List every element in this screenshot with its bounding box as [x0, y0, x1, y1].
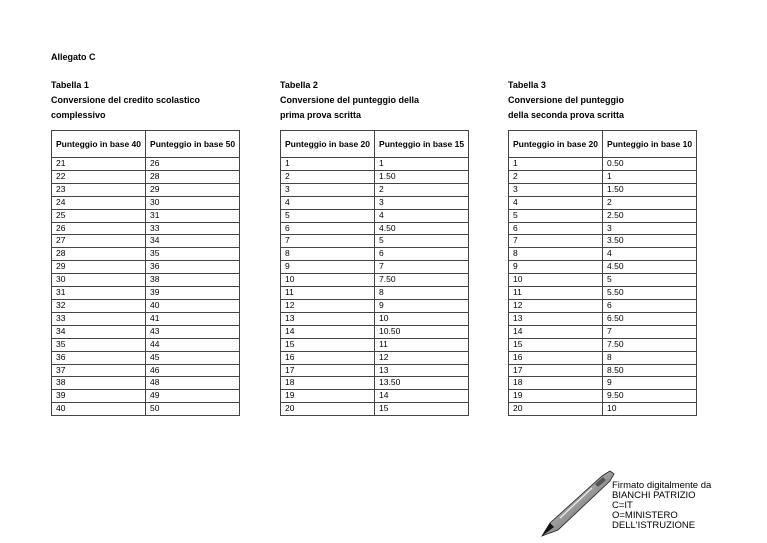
table-cell: 8: [375, 287, 469, 300]
table-cell: 4.50: [603, 261, 697, 274]
table-cell: 14: [281, 325, 375, 338]
table-row: [281, 183, 469, 196]
table-row: [509, 183, 697, 196]
column-header: Punteggio in base 10: [603, 131, 697, 158]
table-cell: 6: [603, 299, 697, 312]
table-cell: 8.50: [603, 364, 697, 377]
column-header: Punteggio in base 15: [375, 131, 469, 158]
table-row: [281, 325, 469, 338]
table-cell: 4.50: [375, 222, 469, 235]
table-row: [509, 274, 697, 287]
table-row: [509, 158, 697, 171]
table-row: [281, 222, 469, 235]
table-cell: 1.50: [375, 170, 469, 183]
table-cell: 5: [375, 235, 469, 248]
table-row: [52, 287, 240, 300]
table-block-2: [280, 78, 465, 414]
table-cell: 16: [281, 351, 375, 364]
table-row: [281, 196, 469, 209]
table-cell: 1.50: [603, 183, 697, 196]
table-cell: 29: [146, 183, 240, 196]
signature-line: DELL'ISTRUZIONE: [612, 520, 696, 531]
table-title: Tabella 1: [51, 80, 89, 90]
table-cell: 13: [375, 364, 469, 377]
table-block-1: [51, 78, 236, 414]
table-cell: 1: [509, 158, 603, 171]
table-cell: 8: [603, 351, 697, 364]
signature-line: C=IT: [612, 500, 633, 511]
table-row: [52, 325, 240, 338]
table-cell: 37: [52, 364, 146, 377]
table-cell: 1: [603, 170, 697, 183]
table-cell: 38: [52, 377, 146, 390]
table-row: [281, 377, 469, 390]
table-cell: 6.50: [603, 312, 697, 325]
table-row: [509, 299, 697, 312]
table-cell: 35: [146, 248, 240, 261]
table-cell: 18: [281, 377, 375, 390]
table-cell: 9: [509, 261, 603, 274]
table-cell: 44: [146, 338, 240, 351]
table-row: [52, 248, 240, 261]
table-cell: 0.50: [603, 158, 697, 171]
table-cell: 2.50: [603, 209, 697, 222]
table-cell: 17: [509, 364, 603, 377]
table-row: [52, 196, 240, 209]
table-cell: 4: [375, 209, 469, 222]
table-row: [52, 158, 240, 171]
table-row: [281, 261, 469, 274]
table-row: [281, 209, 469, 222]
table-cell: 4: [603, 248, 697, 261]
table-row: [52, 312, 240, 325]
table-row: [52, 183, 240, 196]
table-row: [509, 235, 697, 248]
table-title: Tabella 2: [280, 80, 318, 90]
table-cell: 10: [281, 274, 375, 287]
table-header-row: [52, 131, 240, 158]
table-cell: 6: [509, 222, 603, 235]
table-cell: 13: [509, 312, 603, 325]
table-cell: 45: [146, 351, 240, 364]
signature-line: BIANCHI PATRIZIO: [612, 490, 696, 501]
conversion-table: [280, 130, 469, 416]
table-cell: 31: [52, 287, 146, 300]
table-subtitle: Conversione del punteggio della prima prova scritta: [280, 95, 420, 120]
attachment-heading: Allegato C: [51, 52, 96, 62]
table-cell: 9: [603, 377, 697, 390]
table-cell: 13.50: [375, 377, 469, 390]
table-cell: 27: [52, 235, 146, 248]
table-cell: 30: [146, 196, 240, 209]
table-cell: 12: [509, 299, 603, 312]
table-cell: 12: [281, 299, 375, 312]
table-cell: 49: [146, 390, 240, 403]
table-header-row: [509, 131, 697, 158]
table-cell: 43: [146, 325, 240, 338]
table-cell: 11: [281, 287, 375, 300]
table-cell: 26: [52, 222, 146, 235]
table-cell: 24: [52, 196, 146, 209]
table-cell: 7: [375, 261, 469, 274]
table-cell: 33: [52, 312, 146, 325]
table-cell: 10: [375, 312, 469, 325]
table-row: [52, 261, 240, 274]
table-cell: 3: [281, 183, 375, 196]
table-cell: 23: [52, 183, 146, 196]
table-row: [281, 287, 469, 300]
table-cell: 13: [281, 312, 375, 325]
table-row: [281, 170, 469, 183]
table-row: [281, 158, 469, 171]
table-block-3: [508, 78, 693, 414]
table-row: [509, 403, 697, 416]
table-cell: 2: [281, 170, 375, 183]
table-cell: 18: [509, 377, 603, 390]
table-cell: 3: [509, 183, 603, 196]
table-cell: 9: [281, 261, 375, 274]
table-cell: 15: [281, 338, 375, 351]
table-cell: 10.50: [375, 325, 469, 338]
table-cell: 7.50: [375, 274, 469, 287]
table-cell: 31: [146, 209, 240, 222]
table-cell: 11: [375, 338, 469, 351]
table-cell: 6: [281, 222, 375, 235]
table-cell: 17: [281, 364, 375, 377]
table-title: Tabella 3: [508, 80, 546, 90]
conversion-table: [51, 130, 240, 416]
table-cell: 34: [52, 325, 146, 338]
table-cell: 39: [146, 287, 240, 300]
table-cell: 15: [509, 338, 603, 351]
table-row: [509, 222, 697, 235]
table-cell: 7.50: [603, 338, 697, 351]
table-row: [509, 390, 697, 403]
table-cell: 2: [603, 196, 697, 209]
table-cell: 7: [509, 235, 603, 248]
table-row: [509, 325, 697, 338]
table-subtitle: Conversione del credito scolastico complessivo: [51, 95, 201, 120]
table-cell: 9: [375, 299, 469, 312]
table-row: [281, 403, 469, 416]
table-cell: 46: [146, 364, 240, 377]
table-cell: 5: [603, 274, 697, 287]
table-cell: 40: [146, 299, 240, 312]
table-row: [509, 338, 697, 351]
table-cell: 26: [146, 158, 240, 171]
table-cell: 1: [375, 158, 469, 171]
table-cell: 34: [146, 235, 240, 248]
table-cell: 4: [281, 196, 375, 209]
table-row: [281, 338, 469, 351]
table-cell: 5.50: [603, 287, 697, 300]
table-cell: 14: [509, 325, 603, 338]
table-row: [509, 170, 697, 183]
table-cell: 36: [146, 261, 240, 274]
table-cell: 5: [281, 209, 375, 222]
table-cell: 30: [52, 274, 146, 287]
table-cell: 12: [375, 351, 469, 364]
digital-signature-text: [612, 481, 711, 531]
table-cell: 35: [52, 338, 146, 351]
table-row: [52, 377, 240, 390]
table-row: [509, 364, 697, 377]
table-cell: 10: [603, 403, 697, 416]
table-row: [52, 222, 240, 235]
table-row: [281, 312, 469, 325]
column-header: Punteggio in base 40: [52, 131, 146, 158]
table-header-row: [281, 131, 469, 158]
table-cell: 28: [52, 248, 146, 261]
table-cell: 5: [509, 209, 603, 222]
table-cell: 8: [281, 248, 375, 261]
table-cell: 7: [281, 235, 375, 248]
table-row: [281, 248, 469, 261]
table-row: [52, 364, 240, 377]
table-cell: 1: [281, 158, 375, 171]
table-cell: 6: [375, 248, 469, 261]
table-row: [509, 287, 697, 300]
table-cell: 11: [509, 287, 603, 300]
signature-line: Firmato digitalmente da: [612, 480, 712, 491]
table-cell: 14: [375, 390, 469, 403]
table-row: [52, 338, 240, 351]
table-row: [509, 196, 697, 209]
table-row: [52, 390, 240, 403]
table-cell: 20: [281, 403, 375, 416]
table-cell: 3: [375, 196, 469, 209]
table-cell: 4: [509, 196, 603, 209]
table-cell: 16: [509, 351, 603, 364]
table-row: [52, 403, 240, 416]
table-cell: 21: [52, 158, 146, 171]
table-cell: 33: [146, 222, 240, 235]
column-header: Punteggio in base 20: [509, 131, 603, 158]
column-header: Punteggio in base 20: [281, 131, 375, 158]
table-cell: 19: [509, 390, 603, 403]
table-row: [281, 390, 469, 403]
table-cell: 3.50: [603, 235, 697, 248]
table-row: [509, 312, 697, 325]
table-row: [281, 235, 469, 248]
table-cell: 7: [603, 325, 697, 338]
column-header: Punteggio in base 50: [146, 131, 240, 158]
table-cell: 41: [146, 312, 240, 325]
table-cell: 39: [52, 390, 146, 403]
table-cell: 8: [509, 248, 603, 261]
table-row: [509, 248, 697, 261]
table-row: [509, 209, 697, 222]
conversion-table: [508, 130, 697, 416]
table-row: [52, 209, 240, 222]
table-row: [509, 351, 697, 364]
table-row: [281, 364, 469, 377]
table-cell: 22: [52, 170, 146, 183]
table-cell: 32: [52, 299, 146, 312]
table-subtitle: Conversione del punteggio della seconda prova scritta: [508, 95, 625, 120]
table-row: [281, 299, 469, 312]
signature-line: O=MINISTERO: [612, 510, 678, 521]
table-cell: 40: [52, 403, 146, 416]
table-cell: 9.50: [603, 390, 697, 403]
table-cell: 15: [375, 403, 469, 416]
table-row: [509, 377, 697, 390]
table-cell: 38: [146, 274, 240, 287]
table-row: [52, 235, 240, 248]
table-cell: 20: [509, 403, 603, 416]
table-row: [281, 351, 469, 364]
table-row: [52, 299, 240, 312]
table-cell: 3: [603, 222, 697, 235]
table-cell: 50: [146, 403, 240, 416]
table-cell: 2: [375, 183, 469, 196]
table-row: [52, 351, 240, 364]
table-cell: 28: [146, 170, 240, 183]
table-row: [509, 261, 697, 274]
table-row: [52, 274, 240, 287]
table-row: [281, 274, 469, 287]
table-row: [52, 170, 240, 183]
table-cell: 2: [509, 170, 603, 183]
table-cell: 48: [146, 377, 240, 390]
table-cell: 29: [52, 261, 146, 274]
table-cell: 36: [52, 351, 146, 364]
table-cell: 10: [509, 274, 603, 287]
table-cell: 25: [52, 209, 146, 222]
table-cell: 19: [281, 390, 375, 403]
